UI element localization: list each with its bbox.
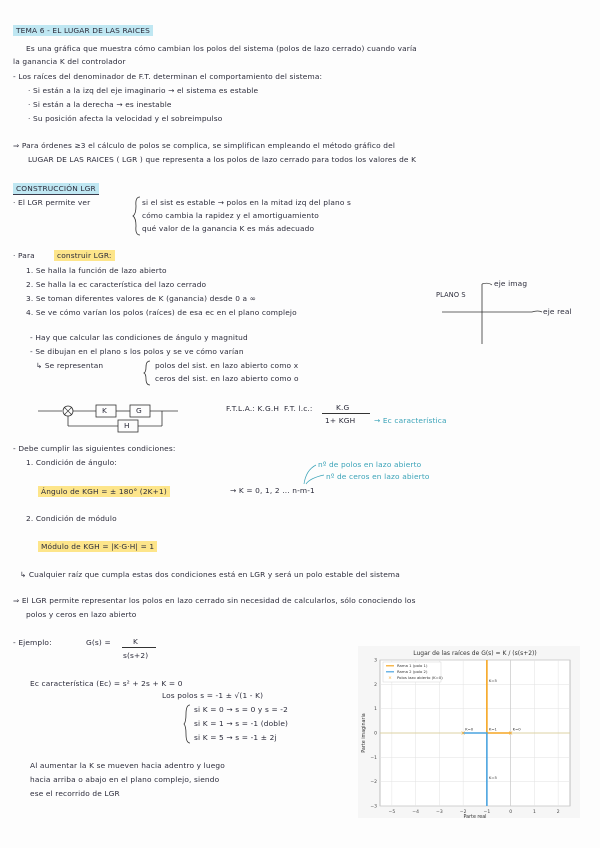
represent-poles: polos del sist. en lazo abierto como x [155, 361, 299, 370]
annotation-zeros: nº de ceros en lazo abierto [326, 472, 430, 481]
bullet-unstable: · Si están a la derecha → es inestable [28, 100, 172, 109]
ftla-text: F.T.L.A.: K.G.H [226, 404, 280, 413]
final-line-3: ese el recorrido de LGR [30, 789, 120, 798]
dash-draw: - Se dibujan en el plano s los polos y se ve cómo varían [30, 347, 244, 356]
y-tick-label: −3 [370, 804, 377, 810]
case-k5: si K = 5 → s = -1 ± 2j [194, 733, 277, 742]
block-diagram [38, 400, 228, 444]
represent-label: ↳ Se representan [36, 361, 104, 370]
example-poles: Los polos s = -1 ± √(1 - K) [162, 691, 264, 700]
plane-vertical-label: eje imag [494, 279, 528, 288]
chart-title: Lugar de las raíces de G(s) = K / (s(s+2)) [413, 650, 537, 657]
example-denominator: s(s+2) [123, 651, 149, 660]
case-k0: si K = 0 → s = 0 y s = -2 [194, 705, 288, 714]
brace-icon [184, 704, 192, 744]
plane-horizontal-label: eje real [543, 307, 572, 316]
legend-swatch: × [388, 676, 392, 681]
annotation-poles: nº de polos en lazo abierto [318, 460, 422, 469]
permite-represent-2: polos y ceros en lazo abierto [26, 610, 137, 619]
ftlc-label: F.T. l.c.: [284, 404, 313, 413]
block-k-label: K [102, 406, 107, 415]
order-note-2: LUGAR DE LAS RAICES ( LGR ) que representa a los polos de lazo cerrado para todos los valores de K [28, 155, 417, 164]
permite-item-1: si el sist es estable → polos en la mitad izq del plano s [142, 198, 352, 207]
para-label: · Para [13, 251, 35, 260]
k-annotation: K=0 [512, 726, 521, 732]
y-tick-label: 3 [374, 658, 377, 664]
ftlc-denominator: 1+ KGH [325, 416, 356, 425]
legend-entry: Rama 2 (polo 2) [397, 669, 428, 674]
block-g-label: G [136, 406, 142, 415]
root-locus-chart [358, 646, 580, 818]
example-gs: G(s) = [86, 638, 111, 647]
case-k1: si K = 1 → s = -1 (doble) [194, 719, 289, 728]
permite-item-2: cómo cambia la rapidez y el amortiguamiento [142, 211, 319, 220]
intro-line-2: la ganancia K del controlador [13, 57, 126, 66]
construir-highlight: construir LGR: [54, 250, 115, 261]
final-line-1: Al aumentar la K se mueven hacia adentro y luego [30, 761, 225, 770]
intro-line-3: - Los raíces del denominador de F.T. determinan el comportamiento del sistema: [13, 72, 323, 81]
x-tick-label: −3 [436, 810, 443, 815]
y-tick-label: 1 [374, 707, 377, 713]
x-tick-label: −1 [483, 810, 491, 815]
y-tick-label: 2 [374, 682, 377, 688]
legend-entry: Polos lazo abierto (K=0) [397, 675, 443, 680]
order-note-1: ⇒ Para órdenes ≥3 el cálculo de polos se complica, se simplifican empleando el método gráfico del [13, 141, 396, 150]
permite-item-3: qué valor de la ganancia K es más adecuado [142, 224, 315, 233]
x-tick-label: −2 [459, 810, 467, 815]
step-3: 3. Se toman diferentes valores de K (ganancia) desde 0 a ∞ [26, 294, 257, 303]
example-char-eq: Ec característica (Ec) = s² + 2s + K = 0 [30, 679, 183, 688]
dash-conditions: - Hay que calcular las condiciones de ángulo y magnitud [30, 333, 248, 342]
condition-module: 2. Condición de módulo [26, 514, 117, 523]
angle-k-values: → K = 0, 1, 2 ... n-m-1 [230, 486, 315, 495]
brace-icon [144, 360, 152, 386]
plane-s-label: PLANO S [436, 291, 466, 299]
y-tick-label: 0 [374, 731, 377, 737]
x-tick-label: −5 [388, 810, 396, 815]
step-1: 1. Se halla la función de lazo abierto [26, 266, 167, 275]
k-annotation: K=5 [488, 775, 497, 781]
x-tick-label: 1 [532, 810, 536, 815]
ftlc-numerator: K.G [336, 403, 350, 412]
k-annotation: K=1 [488, 726, 497, 732]
x-tick-label: −4 [412, 810, 419, 815]
ec-note: → Ec característica [374, 416, 447, 425]
conditions-intro: - Debe cumplir las siguientes condiciones: [13, 444, 176, 453]
final-line-2: hacia arriba o abajo en el plano complejo, siendo [30, 775, 220, 784]
angle-equation: Ángulo de KGH = ± 180° (2K+1) [38, 486, 170, 497]
open-loop-pole-marker: × [508, 730, 514, 737]
y-tick-label: −2 [370, 780, 377, 786]
condition-angle: 1. Condición de ángulo: [26, 458, 117, 467]
fraction-bar [322, 413, 370, 414]
step-2: 2. Se halla la ec característica del lazo cerrado [26, 280, 207, 289]
permite-label: · El LGR permite ver [13, 198, 91, 207]
module-equation: Módulo de KGH = |K·G·H| = 1 [38, 541, 157, 552]
open-loop-pole-marker: × [460, 730, 466, 737]
legend-entry: Rama 1 (polo 1) [397, 663, 428, 668]
y-axis-label: Parte imaginaria [362, 713, 367, 753]
block-h-label: H [124, 421, 130, 430]
root-locus-figure [358, 646, 580, 818]
permite-represent-1: ⇒ El LGR permite representar los polos en lazo cerrado sin necesidad de calcularlos, sólo conociendo los [13, 596, 416, 605]
y-tick-label: −1 [370, 755, 377, 761]
x-axis-label: Parte real [463, 815, 487, 820]
x-tick-label: 2 [556, 810, 560, 815]
page-title: TEMA 6 - EL LUGAR DE LAS RAICES [13, 25, 153, 36]
step-4: 4. Se ve cómo varían los polos (raíces) de esa ec en el plano complejo [26, 308, 297, 317]
example-numerator: K [133, 637, 138, 646]
intro-line-1: Es una gráfica que muestra cómo cambian los polos del sistema (polos de lazo cerrado) cuando varía [26, 44, 417, 53]
plane-s-sketch [432, 276, 552, 346]
fraction-bar [122, 647, 156, 648]
example-label: - Ejemplo: [13, 638, 52, 647]
bullet-stable: · Si están a la izq del eje imaginario → el sistema es estable [28, 86, 259, 95]
bullet-position: · Su posición afecta la velocidad y el sobreimpulso [28, 114, 223, 123]
k-annotation: K=0 [465, 726, 474, 732]
k-annotation: K=5 [488, 677, 497, 683]
x-tick-label: 0 [509, 810, 513, 815]
section-heading-construccion: CONSTRUCCIÓN LGR [13, 183, 99, 195]
conclusion-text: ↳ Cualquier raíz que cumpla estas dos condiciones está en LGR y será un polo estable del sistema [20, 570, 400, 579]
represent-zeros: ceros del sist. en lazo abierto como o [155, 374, 299, 383]
